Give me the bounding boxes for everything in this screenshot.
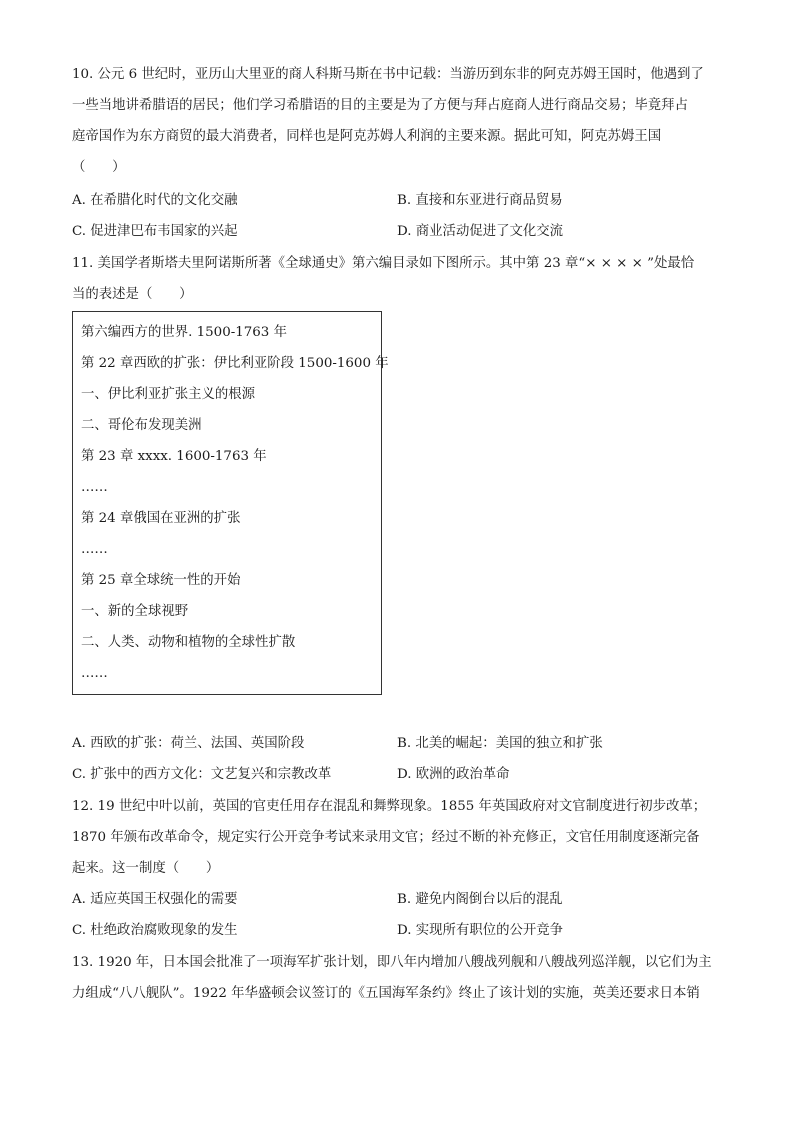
toc-line: 第六编西方的世界. 1500-1763 年 <box>81 325 287 340</box>
q12-option-c[interactable]: C. 杜绝政治腐败现象的发生 <box>72 923 238 938</box>
toc-line: 第 24 章俄国在亚洲的扩张 <box>81 511 241 526</box>
q12-option-a[interactable]: A. 适应英国王权强化的需要 <box>72 892 238 907</box>
toc-line: …… <box>81 480 108 495</box>
q13-stem-line-2: 力组成“八八舰队”。1922 年华盛顿会议签订的《五国海军条约》终止了该计划的实施，英美还要求日本销 <box>72 986 700 1001</box>
toc-line: 一、伊比利亚扩张主义的根源 <box>81 387 256 402</box>
q11-stem-line-1: 11. 美国学者斯塔夫里阿诺斯所著《全球通史》第六编目录如下图所示。其中第 23 章“× × × × ”处最恰 <box>72 256 695 271</box>
q10-option-c[interactable]: C. 促进津巴布韦国家的兴起 <box>72 224 238 239</box>
toc-line: 第 23 章 xxxx. 1600-1763 年 <box>81 449 267 464</box>
q12-stem-line-1: 12. 19 世纪中叶以前，英国的官吏任用存在混乱和舞弊现象。1855 年英国政府对文官制度进行初步改革； <box>72 799 707 814</box>
q12-stem-line-2: 1870 年颁布改革命令，规定实行公开竞争考试来录用文官；经过不断的补充修正，文官任用制度逐渐完备 <box>72 830 700 845</box>
q12-stem-line-3: 起来。这一制度（ ） <box>72 861 220 876</box>
q10-option-d[interactable]: D. 商业活动促进了文化交流 <box>397 224 564 239</box>
q11-option-d[interactable]: D. 欧洲的政治革命 <box>397 767 510 782</box>
q10-stem-line-3: 庭帝国作为东方商贸的最大消费者，同样也是阿克苏姆人利润的主要来源。据此可知，阿克苏姆王国 <box>72 129 662 144</box>
q11-option-b[interactable]: B. 北美的崛起：美国的独立和扩张 <box>397 736 603 751</box>
q13-stem-line-1: 13. 1920 年，日本国会批准了一项海军扩张计划，即八年内增加八艘战列舰和八艘战列巡洋舰，以它们为主 <box>72 955 712 970</box>
q11-option-a[interactable]: A. 西欧的扩张：荷兰、法国、英国阶段 <box>72 736 305 751</box>
toc-line: 一、新的全球视野 <box>81 604 189 619</box>
q10-stem-line-2: 一些当地讲希腊语的居民；他们学习希腊语的目的主要是为了方便与拜占庭商人进行商品交易；毕竟拜占 <box>72 98 688 113</box>
toc-line: 第 22 章西欧的扩张：伊比利亚阶段 1500-1600 年 <box>81 356 389 371</box>
toc-line: 二、人类、动物和植物的全球性扩散 <box>81 635 296 650</box>
toc-line: 二、哥伦布发现美洲 <box>81 418 202 433</box>
toc-line: …… <box>81 542 108 557</box>
q11-stem-line-2: 当的表述是（ ） <box>72 287 193 302</box>
q10-stem-line-1: 10. 公元 6 世纪时，亚历山大里亚的商人科斯马斯在书中记载：当游历到东非的阿克苏姆王国时，他遇到了 <box>72 67 704 82</box>
q10-option-a[interactable]: A. 在希腊化时代的文化交融 <box>72 193 238 208</box>
q10-stem-line-4: （ ） <box>72 160 126 175</box>
table-of-contents-box <box>72 311 389 695</box>
toc-line: 第 25 章全球统一性的开始 <box>81 573 241 588</box>
q12-option-b[interactable]: B. 避免内阁倒台以后的混乱 <box>397 892 563 907</box>
q10-option-b[interactable]: B. 直接和东亚进行商品贸易 <box>397 193 563 208</box>
toc-line: …… <box>81 666 108 681</box>
q12-option-d[interactable]: D. 实现所有职位的公开竞争 <box>397 923 564 938</box>
q11-option-c[interactable]: C. 扩张中的西方文化：文艺复兴和宗教改革 <box>72 767 332 782</box>
